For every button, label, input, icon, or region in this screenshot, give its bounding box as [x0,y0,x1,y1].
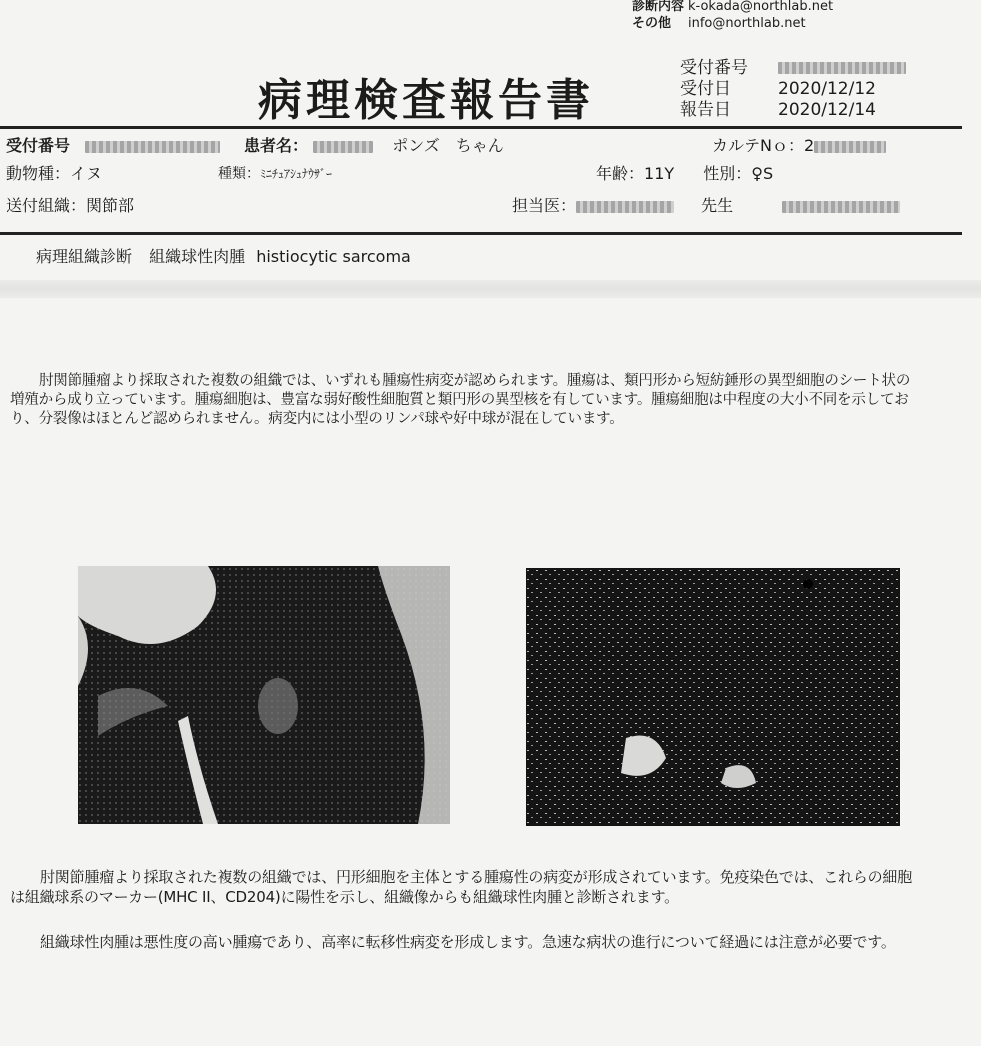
redacted-owner [313,141,373,153]
breed-label: 種類： [218,166,260,182]
diag-contact-label: 診断内容 [632,0,685,14]
redacted-doctor [576,201,674,213]
chart-no-field [712,133,886,156]
meta-report-date: 2020/12/14 [778,100,876,120]
patient-name-label: 患者名： [244,136,309,155]
doctor-field [512,193,900,216]
breed-value: ﾐﾆﾁｭｱｼｭﾅｳｻﾞｰ [260,167,333,181]
histology-image-right [526,568,900,826]
other-contact-email: info@northlab.net [688,16,806,31]
age-label: 年齢： [596,164,645,183]
contact-block [632,0,833,32]
meta-receipt-date: 2020/12/12 [778,79,876,99]
redacted-chart-no [814,141,886,153]
breed-field [218,163,332,183]
meta-report-date-label: 報告日 [680,100,731,120]
patient-name: ポンズ ちゃん [392,136,504,155]
age-value: 11Y [644,164,675,183]
diagnosis-en: histiocytic sarcoma [256,247,411,266]
diagnosis-jp: 組織球性肉腫 [149,247,246,266]
redacted-receipt-no [778,62,906,74]
receipt-no-label: 受付番号 [6,136,71,155]
redacted-clinic [782,201,900,213]
tissue-label: 送付組織： [6,196,87,215]
doctor-suffix: 先生 [701,196,734,215]
report-title: 病理検査報告書 [258,75,594,126]
histology-left-graphic [78,566,450,824]
species-value: イヌ [70,164,103,183]
sex-label: 性別： [703,164,752,183]
tissue-field [6,193,134,216]
patient-row-1 [6,133,220,156]
report-meta [680,58,906,121]
patient-rule [0,232,962,235]
chart-no-label: カルテNｏ：2 [712,136,815,155]
species-field [6,161,102,184]
meta-receipt-no-label: 受付番号 [680,58,748,78]
doctor-label: 担当医： [512,196,577,215]
findings-paragraph-3: 組織球性肉腫は悪性度の高い腫瘍であり、高率に転移性病変を形成します。急速な病状の進行について経過には注意が必要です。 [40,933,896,951]
redacted-receipt-no-2 [85,141,220,153]
species-label: 動物種： [6,164,71,183]
findings-paragraph-1: 肘関節腫瘤より採取された複数の組織では、いずれも腫瘍性病変が認められます。腫瘍は、類円形から短紡錘形の異型細胞のシート状の増殖から成り立っています。腫瘍細胞は、豊富な弱好酸性細胞質と類円形の異型核を有しています。腫瘍細胞は中程度の大小不同を示しており、分裂像はほとんど認められません。病変内には小型のリンパ球や好中球が混在しています。 [10,373,911,427]
diag-contact-email: k-okada@northlab.net [688,0,834,14]
diagnosis-label: 病理組織診断 [36,247,133,266]
diagnosis-line [36,244,411,267]
histology-image-left [78,566,450,824]
other-contact-label: その他 [632,16,672,31]
age-sex-field [596,161,773,184]
sex-value: ♀S [751,164,774,183]
histology-right-graphic [526,568,900,826]
tissue-value: 関節部 [86,196,135,215]
meta-receipt-date-label: 受付日 [680,79,731,99]
scan-artifact [0,280,981,298]
patient-name-field [244,133,504,156]
header-rule [0,126,962,129]
findings-paragraph-2: 肘関節腫瘤より採取された複数の組織では、円形細胞を主体とする腫瘍性の病変が形成されています。免疫染色では、これらの細胞は組織球系のマーカー(MHC II、CD204)に陽性を示し、組織像からも組織球性肉腫と診断されます。 [10,868,913,906]
